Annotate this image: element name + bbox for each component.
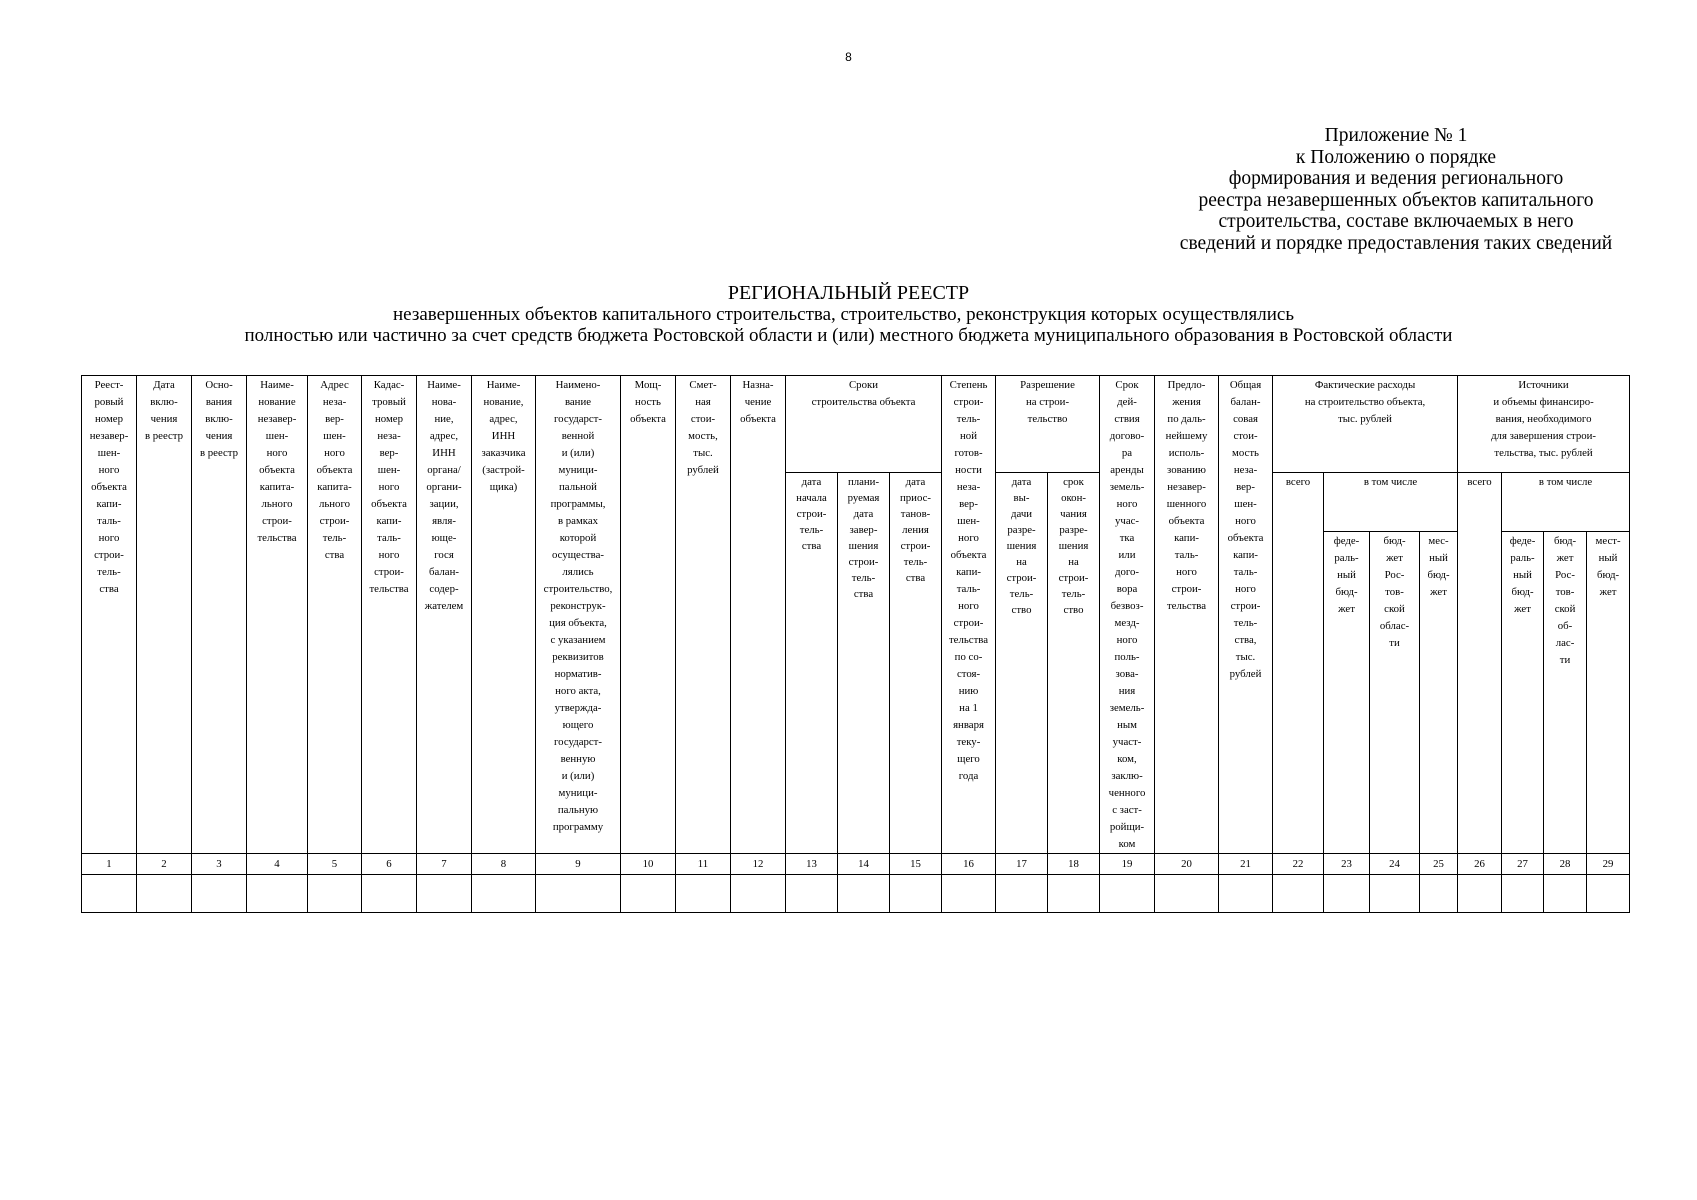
title-line-2: незавершенных объектов капитального строительства, строительство, реконструкция которых осуществлялись bbox=[392, 304, 1294, 325]
column-number: 6 bbox=[362, 854, 417, 875]
column-number: 19 bbox=[1100, 854, 1155, 875]
data-cell bbox=[1587, 875, 1630, 913]
header-planned-completion: плани- руемая дата завер- шения строи- тель- ства bbox=[838, 473, 890, 854]
header-readiness-degree: Степень строи- тель- ной готов- ности неза- вер- шен- ного объекта капи- таль- ного строи- тельства по со- стоя- нию на 1 января теку- щего года bbox=[942, 376, 996, 854]
column-number: 4 bbox=[247, 854, 308, 875]
data-cell bbox=[676, 875, 731, 913]
data-cell bbox=[247, 875, 308, 913]
header-estimated-cost: Смет- ная стои- мость, тыс. рублей bbox=[676, 376, 731, 854]
data-cell bbox=[362, 875, 417, 913]
column-number: 2 bbox=[137, 854, 192, 875]
data-cell bbox=[1324, 875, 1370, 913]
column-number: 10 bbox=[621, 854, 676, 875]
header-expenses-regional: бюд- жет Рос- тов- ской облас- ти bbox=[1370, 532, 1420, 854]
column-number: 23 bbox=[1324, 854, 1370, 875]
header-financing-federal: феде- раль- ный бюд- жет bbox=[1502, 532, 1544, 854]
header-capacity: Мощ- ность объекта bbox=[621, 376, 676, 854]
column-number: 26 bbox=[1458, 854, 1502, 875]
header-permit-issue-date: дата вы- дачи разре- шения на строи- тель- ство bbox=[996, 473, 1048, 854]
header-usage-proposals: Предло- жения по даль- нейшему исполь- зованию незавер- шенного объекта капи- таль- ного строи- тельства bbox=[1155, 376, 1219, 854]
header-financing-sources: Источники и объемы финансиро- вания, необходимого для завершения строи- тельства, тыс. рублей bbox=[1458, 376, 1630, 473]
header-balance-holder: Наиме- нова- ние, адрес, ИНН органа/ органи- зации, явля- юще- гося балан- содер- жателем bbox=[417, 376, 472, 854]
column-number: 11 bbox=[676, 854, 731, 875]
column-number: 17 bbox=[996, 854, 1048, 875]
column-number: 25 bbox=[1420, 854, 1458, 875]
header-inclusion-grounds: Осно- вания вклю- чения в реестр bbox=[192, 376, 247, 854]
header-expenses-including: в том числе bbox=[1324, 473, 1458, 532]
header-construction-start: дата начала строи- тель- ства bbox=[786, 473, 838, 854]
header-cadastral-number: Кадас- тровый номер неза- вер- шен- ного объекта капи- таль- ного строи- тельства bbox=[362, 376, 417, 854]
data-cell bbox=[1420, 875, 1458, 913]
header-actual-expenses: Фактические расходы на строительство объекта, тыс. рублей bbox=[1273, 376, 1458, 473]
header-building-permit: Разрешение на строи- тельство bbox=[996, 376, 1100, 473]
data-cell bbox=[1370, 875, 1420, 913]
column-number: 3 bbox=[192, 854, 247, 875]
column-number: 12 bbox=[731, 854, 786, 875]
data-cell bbox=[1100, 875, 1155, 913]
header-purpose: Назна- чение объекта bbox=[731, 376, 786, 854]
header-object-address: Адрес неза- вер- шен- ного объекта капита- льного строи- тель- ства bbox=[308, 376, 362, 854]
header-financing-including: в том числе bbox=[1502, 473, 1630, 532]
data-cell bbox=[1219, 875, 1273, 913]
data-cell bbox=[996, 875, 1048, 913]
data-cell bbox=[1458, 875, 1502, 913]
registry-table bbox=[81, 375, 1630, 913]
data-cell bbox=[82, 875, 137, 913]
column-number: 9 bbox=[536, 854, 621, 875]
header-financing-total: всего bbox=[1458, 473, 1502, 854]
column-number-row bbox=[82, 854, 1630, 875]
data-cell bbox=[417, 875, 472, 913]
column-number: 16 bbox=[942, 854, 996, 875]
column-number: 28 bbox=[1544, 854, 1587, 875]
appendix-line: реестра незавершенных объектов капитального bbox=[1198, 189, 1594, 211]
data-cell bbox=[472, 875, 536, 913]
header-registry-number: Реест- ровый номер незавер- шен- ного объекта капи- таль- ного строи- тель- ства bbox=[82, 376, 137, 854]
data-cell bbox=[1155, 875, 1219, 913]
appendix-line: сведений и порядке предоставления таких сведений bbox=[1179, 232, 1613, 254]
data-cell bbox=[1048, 875, 1100, 913]
title-line-1: РЕГИОНАЛЬНЫЙ РЕЕСТР bbox=[727, 282, 970, 304]
header-construction-terms: Сроки строительства объекта bbox=[786, 376, 942, 473]
column-number: 15 bbox=[890, 854, 942, 875]
header-balance-cost: Общая балан- совая стои- мость неза- вер- шен- ного объекта капи- таль- ного строи- тель- ства, тыс. рублей bbox=[1219, 376, 1273, 854]
column-number: 20 bbox=[1155, 854, 1219, 875]
column-number: 29 bbox=[1587, 854, 1630, 875]
data-cell bbox=[942, 875, 996, 913]
header-expenses-local: мес- ный бюд- жет bbox=[1420, 532, 1458, 854]
column-number: 22 bbox=[1273, 854, 1324, 875]
column-number: 24 bbox=[1370, 854, 1420, 875]
data-cell bbox=[1273, 875, 1324, 913]
column-number: 27 bbox=[1502, 854, 1544, 875]
data-cell bbox=[1544, 875, 1587, 913]
column-number: 8 bbox=[472, 854, 536, 875]
column-number: 13 bbox=[786, 854, 838, 875]
appendix-header bbox=[1150, 125, 1642, 254]
appendix-line: к Положению о порядке bbox=[1295, 146, 1497, 168]
appendix-line: формирования и ведения регионального bbox=[1228, 168, 1564, 189]
empty-data-row bbox=[82, 875, 1630, 913]
document-title bbox=[0, 283, 1697, 346]
column-number: 5 bbox=[308, 854, 362, 875]
column-number: 7 bbox=[417, 854, 472, 875]
title-line-3: полностью или частично за счет средств бюджета Ростовской области и (или) местного бюджета муниципального образования в Ростовской области bbox=[244, 325, 1453, 346]
column-number: 21 bbox=[1219, 854, 1273, 875]
data-cell bbox=[838, 875, 890, 913]
header-expenses-total: всего bbox=[1273, 473, 1324, 854]
header-program: Наимено- вание государст- венной и (или) муници- пальной программы, в рамках которой осущества- лялись строительство, реконструк- ция объекта, с указанием реквизитов норматив- ного акта, утвержда- ющего государст- венную и (или) муници- пальную программу bbox=[536, 376, 621, 854]
header-inclusion-date: Дата вклю- чения в реестр bbox=[137, 376, 192, 854]
header-land-lease-term: Срок дей- ствия догово- ра аренды земель- ного учас- тка или дого- вора безвоз- мезд- ного поль- зова- ния земель- ным участ- ком, заклю- ченного с заст- ройщи- ком bbox=[1100, 376, 1155, 854]
header-object-name: Наиме- нование незавер- шен- ного объекта капита- льного строи- тельства bbox=[247, 376, 308, 854]
header-customer: Наиме- нование, адрес, ИНН заказчика (застрой- щика) bbox=[472, 376, 536, 854]
data-cell bbox=[731, 875, 786, 913]
header-financing-local: мест- ный бюд- жет bbox=[1587, 532, 1630, 854]
column-number: 18 bbox=[1048, 854, 1100, 875]
column-number: 1 bbox=[82, 854, 137, 875]
appendix-line: строительства, составе включаемых в него bbox=[1218, 211, 1574, 232]
header-permit-expiry: срок окон- чания разре- шения на строи- тель- ство bbox=[1048, 473, 1100, 854]
data-cell bbox=[1502, 875, 1544, 913]
header-financing-regional: бюд- жет Рос- тов- ской об- лас- ти bbox=[1544, 532, 1587, 854]
header-expenses-federal: феде- раль- ный бюд- жет bbox=[1324, 532, 1370, 854]
data-cell bbox=[137, 875, 192, 913]
data-cell bbox=[308, 875, 362, 913]
data-cell bbox=[536, 875, 621, 913]
data-cell bbox=[621, 875, 676, 913]
appendix-line: Приложение № 1 bbox=[1324, 125, 1468, 146]
data-cell bbox=[192, 875, 247, 913]
data-cell bbox=[786, 875, 838, 913]
header-suspension-date: дата приос- танов- ления строи- тель- ства bbox=[890, 473, 942, 854]
column-number: 14 bbox=[838, 854, 890, 875]
data-cell bbox=[890, 875, 942, 913]
page-number: 8 bbox=[845, 50, 852, 64]
